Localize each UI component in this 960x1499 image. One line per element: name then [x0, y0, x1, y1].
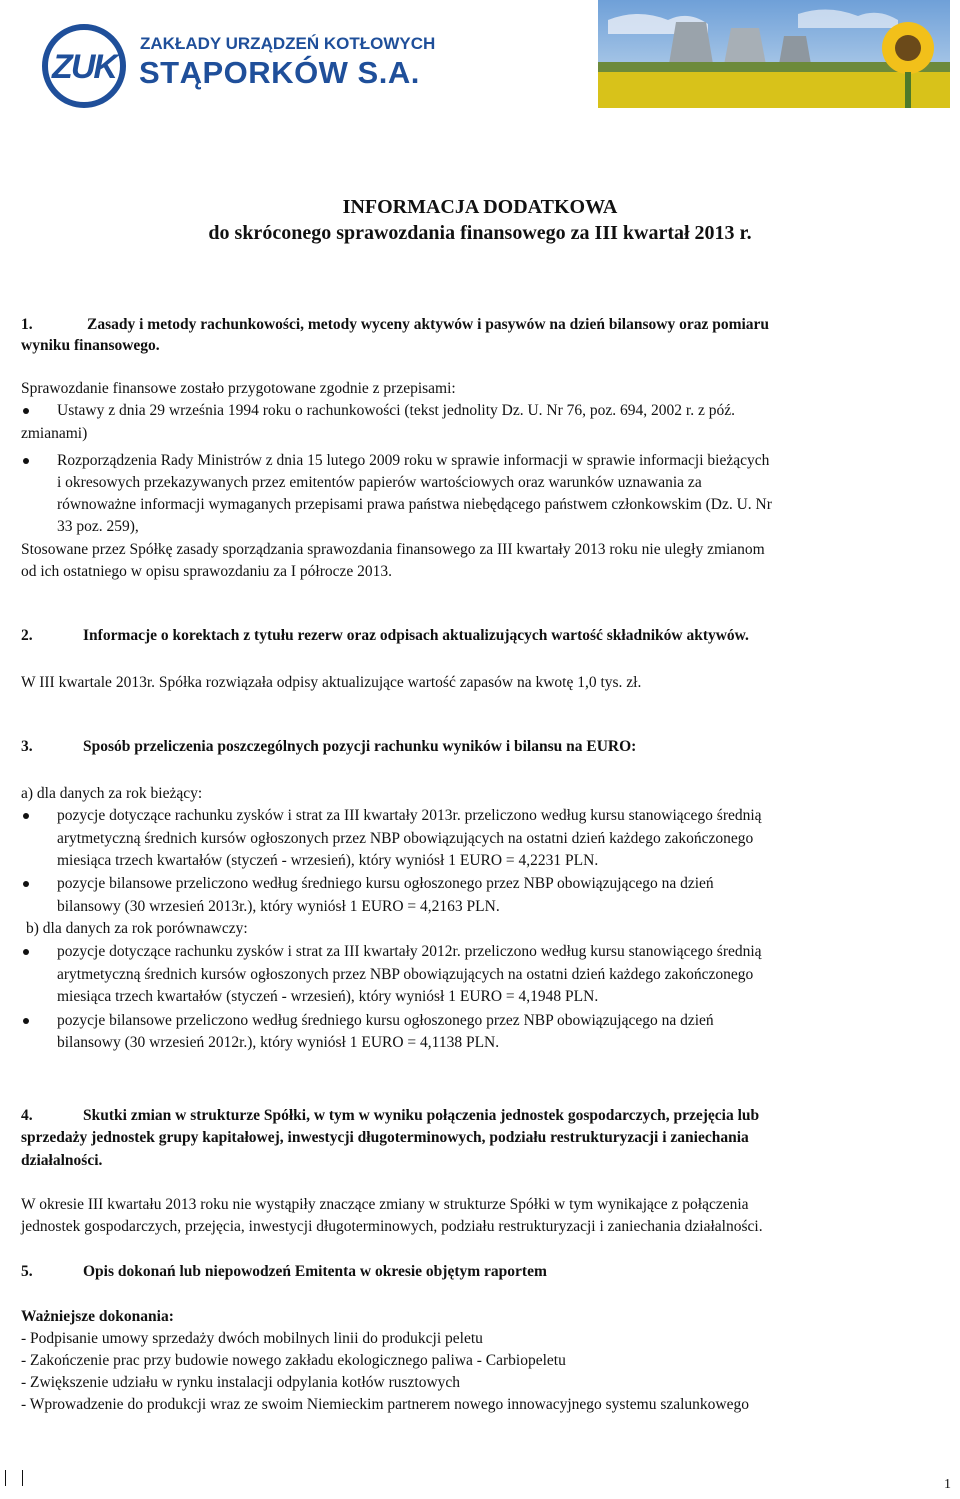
list-item: - Zwiększenie udziału w rynku instalacji odpylania kotłów rusztowych	[21, 1374, 461, 1391]
section4-heading-line2: sprzedaży jednostek grupy kapitałowej, inwestycji długoterminowych, podziału restrukturyzacji i zaniechania	[21, 1129, 749, 1146]
section2-text: W III kwartale 2013r. Spółka rozwiązała odpisy aktualizujące wartość zapasów na kwotę 1,0 tys. zł.	[21, 674, 642, 691]
bullet-icon	[23, 408, 29, 414]
section1-intro: Sprawozdanie finansowe zostało przygotowane zgodnie z przepisami:	[21, 380, 456, 397]
bullet-icon	[23, 458, 29, 464]
bullet-icon	[23, 813, 29, 819]
section1-bullet2-line3: równoważne informacji wymaganych przepisami prawa państwa niebędącego państwem członkowskim (Dz. U. Nr	[57, 496, 772, 513]
document-title: INFORMACJA DODATKOWA	[342, 196, 618, 218]
section4-number: 4.	[21, 1107, 33, 1124]
section1-heading-line1: Zasady i metody rachunkowości, metody wyceny aktywów i pasywów na dzień bilansowy oraz pomiaru	[87, 316, 770, 333]
section1-bullet1-line1: Ustawy z dnia 29 września 1994 roku o rachunkowości (tekst jednolity Dz. U. Nr 76, poz. 694, 2002 r. z póź.	[57, 402, 735, 419]
section5-subheading: Ważniejsze dokonania:	[21, 1308, 174, 1325]
company-logo	[42, 24, 126, 108]
section3-b2-line1: pozycje bilansowe przeliczono według średniego kursu ogłoszonego przez NBP obowiązującego na dzień	[57, 1012, 714, 1029]
section3-a1-line3: miesiąca trzech kwartałów (styczeń - wrzesień), który wyniósł 1 EURO = 4,2231 PLN.	[57, 852, 599, 869]
bullet-icon	[23, 949, 29, 955]
section5-heading: Opis dokonań lub niepowodzeń Emitenta w okresie objętym raportem	[83, 1263, 547, 1280]
section3-b1-line2: arytmetyczną średnich kursów ogłoszonych przez NBP obowiązujących na ostatni dzień każdego zakończonego	[57, 966, 754, 983]
company-name-line1: ZAKŁADY URZĄDZEŃ KOTŁOWYCH	[140, 34, 436, 53]
section3-b1-line3: miesiąca trzech kwartałów (styczeń - wrzesień), który wyniósł 1 EURO = 4,1948 PLN.	[57, 988, 599, 1005]
section3-a1-line2: arytmetyczną średnich kursów ogłoszonych przez NBP obowiązujących na ostatni dzień każdego zakończonego	[57, 830, 754, 847]
section5-number: 5.	[21, 1263, 33, 1280]
section3-heading: Sposób przeliczenia poszczególnych pozycji rachunku wyników i bilansu na EURO:	[83, 738, 637, 755]
section4-heading-line1: Skutki zmian w strukturze Spółki, w tym w wyniku połączenia jednostek gospodarczych, przejęcia lub	[83, 1107, 760, 1124]
section2-number: 2.	[21, 627, 33, 644]
section3-a-label: a) dla danych za rok bieżący:	[21, 785, 203, 802]
section3-number: 3.	[21, 738, 33, 755]
list-item: - Podpisanie umowy sprzedaży dwóch mobilnych linii do produkcji peletu	[21, 1330, 483, 1347]
document-subtitle: do skróconego sprawozdania finansowego za III kwartał 2013 r.	[208, 222, 752, 244]
footer-mark	[22, 1470, 23, 1486]
section3-a2-line1: pozycje bilansowe przeliczono według średniego kursu ogłoszonego przez NBP obowiązującego na dzień	[57, 875, 714, 892]
section1-paragraph-line2: od ich ostatniego w opisu sprawozdaniu za I półrocze 2013.	[21, 563, 393, 580]
section3-a1-line1: pozycje dotyczące rachunku zysków i strat za III kwartały 2013r. przeliczono według kursu stanowiącego średnią	[57, 807, 762, 824]
section1-paragraph-line1: Stosowane przez Spółkę zasady sporządzania sprawozdania finansowego za III kwartały 2013 roku nie uległy zmianom	[21, 541, 765, 558]
section3-b-label: b) dla danych za rok porównawczy:	[26, 920, 248, 937]
section4-paragraph-line2: jednostek gospodarczych, przejęcia, inwestycji długoterminowych, podziału restrukturyzacji i zaniechania działalności.	[21, 1218, 763, 1235]
header-banner-image	[598, 0, 950, 108]
section1-bullet2-line4: 33 poz. 259),	[57, 518, 139, 535]
section1-bullet2-line1: Rozporządzenia Rady Ministrów z dnia 15 lutego 2009 roku w sprawie informacji w sprawie informacji bieżących	[57, 452, 770, 469]
page-header	[0, 0, 960, 112]
list-item: - Zakończenie prac przy budowie nowego zakładu ekologicznego paliwa - Carbiopeletu	[21, 1352, 566, 1369]
bullet-icon	[23, 881, 29, 887]
section3-b2-line2: bilansowy (30 wrzesień 2012r.), który wyniósł 1 EURO = 4,1138 PLN.	[57, 1034, 500, 1051]
section4-paragraph-line1: W okresie III kwartału 2013 roku nie wystąpiły znaczące zmiany w strukturze Spółki w tym wynikające z połączenia	[21, 1196, 749, 1213]
section3-a2-line2: bilansowy (30 wrzesień 2013r.), który wyniósł 1 EURO = 4,2163 PLN.	[57, 898, 500, 915]
bullet-icon	[23, 1018, 29, 1024]
company-name-line2: STĄPORKÓW S.A.	[139, 55, 420, 90]
section1-number: 1.	[21, 316, 33, 333]
section1-bullet2-line2: i okresowych przekazywanych przez emitentów papierów wartościowych oraz warunków uznawania za	[57, 474, 702, 491]
section2-heading: Informacje o korektach z tytułu rezerw oraz odpisach aktualizujących wartość składników aktywów.	[83, 627, 749, 644]
section1-heading-line2: wyniku finansowego.	[21, 337, 160, 354]
logo-text: ZUK	[52, 48, 116, 86]
section4-heading-line3: działalności.	[21, 1152, 103, 1169]
section1-bullet1-line2: zmianami)	[21, 425, 88, 442]
footer-mark	[5, 1470, 6, 1486]
section3-b1-line1: pozycje dotyczące rachunku zysków i strat za III kwartały 2012r. przeliczono według kursu stanowiącego średnią	[57, 943, 762, 960]
page-number: 1	[944, 1477, 951, 1492]
list-item: - Wprowadzenie do produkcji wraz ze swoim Niemieckim partnerem nowego innowacyjnego systemu szalunkowego	[21, 1396, 749, 1413]
